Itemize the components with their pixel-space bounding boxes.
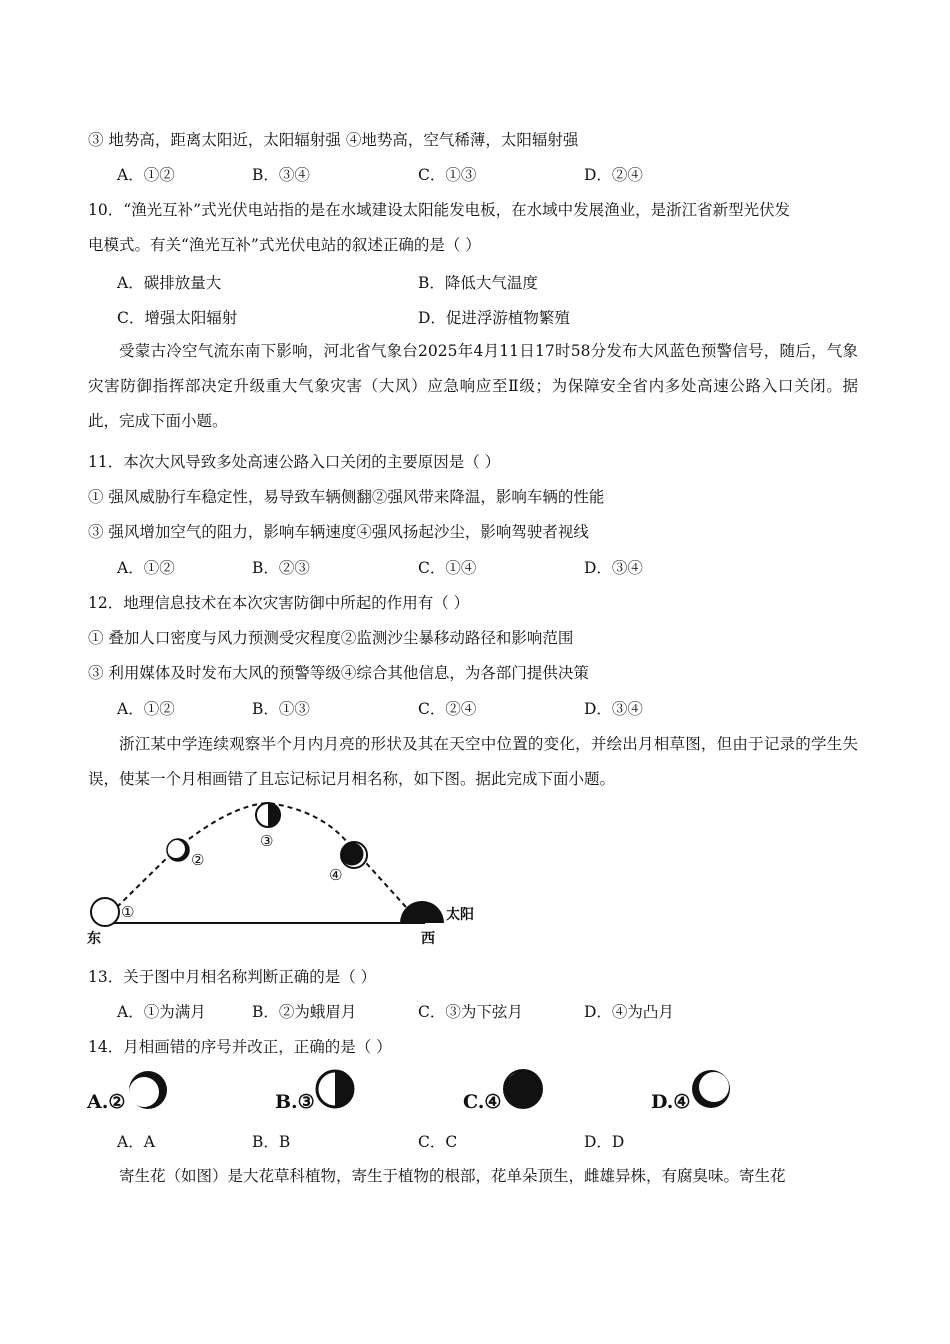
- q14-option-d[interactable]: D．D: [584, 1133, 625, 1151]
- q10-stem-line1: 10．“渔光互补”式光伏电站指的是在水域建设太阳能发电板，在水域中发展渔业，是浙江省新型光伏发: [88, 201, 791, 219]
- choice-a-moon-icon: [129, 1071, 167, 1109]
- q9-option-a[interactable]: A．①②: [117, 166, 175, 184]
- sun-label: 太阳: [446, 907, 474, 923]
- moon-label-2: ②: [191, 851, 205, 869]
- q12-option-b[interactable]: B．①③: [252, 700, 310, 718]
- q13-option-c[interactable]: C．③为下弦月: [418, 1003, 523, 1021]
- q11-option-b[interactable]: B．②③: [252, 559, 310, 577]
- q11-option-d[interactable]: D．③④: [584, 559, 643, 577]
- q12-option-d[interactable]: D．③④: [584, 700, 643, 718]
- choice-c-label: C.④: [463, 1091, 502, 1113]
- choice-b-moon-icon: [317, 1071, 353, 1107]
- q13-option-a[interactable]: A．①为满月: [117, 1003, 206, 1021]
- q10-option-d[interactable]: D．促进浮游植物繁殖: [418, 309, 570, 327]
- q12-statement-34: ③ 利用媒体及时发布大风的预警等级④综合其他信息，为各部门提供决策: [88, 664, 589, 682]
- q10-stem-line2: 电模式。有关“渔光互补”式光伏电站的叙述正确的是（ ）: [88, 236, 481, 254]
- east-label: 东: [87, 931, 101, 947]
- q9-statement-34: ③ 地势高，距离太阳近，太阳辐射强 ④地势高，空气稀薄，太阳辐射强: [88, 131, 579, 149]
- q9-option-c[interactable]: C．①③: [418, 166, 477, 184]
- choice-c-moon-icon: [504, 1070, 542, 1108]
- q12-stem: 12．地理信息技术在本次灾害防御中所起的作用有（ ）: [88, 594, 470, 612]
- q12-statement-12: ① 叠加人口密度与风力预测受灾程度②监测沙尘暴移动路径和影响范围: [88, 629, 574, 647]
- moon-4-icon: [341, 842, 368, 868]
- choice-b-label: B.③: [275, 1091, 315, 1113]
- choice-a-label: A.②: [87, 1091, 126, 1113]
- q10-option-b[interactable]: B．降低大气温度: [418, 274, 538, 292]
- q10-option-a[interactable]: A．碳排放量大: [117, 274, 222, 292]
- q13-stem: 13．关于图中月相名称判断正确的是（ ）: [88, 968, 377, 986]
- choice-d-moon-icon: [692, 1070, 730, 1108]
- q13-option-d[interactable]: D．④为凸月: [584, 1003, 674, 1021]
- q12-option-c[interactable]: C．②④: [418, 700, 477, 718]
- q14-option-c[interactable]: C．C: [418, 1133, 458, 1151]
- q9-option-b[interactable]: B．③④: [252, 166, 310, 184]
- moon-2-icon: [167, 839, 189, 861]
- q11-statement-34: ③ 强风增加空气的阻力，影响车辆速度④强风扬起沙尘，影响驾驶者视线: [88, 523, 589, 541]
- passage-flower: 寄生花（如图）是大花草科植物，寄生于植物的根部，花单朵顶生，雌雄异株，有腐臭味。寄生花: [119, 1167, 786, 1185]
- moon-label-4: ④: [329, 866, 343, 884]
- q11-option-c[interactable]: C．①④: [418, 559, 477, 577]
- moon-1-full-icon: [91, 898, 119, 926]
- q9-option-d[interactable]: D．②④: [584, 166, 643, 184]
- sun-icon: [400, 901, 444, 923]
- q12-option-a[interactable]: A．①②: [117, 700, 175, 718]
- passage-wind: 受蒙古冷空气流东南下影响，河北省气象台2025年4月11日17时58分发布大风蓝色预警信号，随后，气象灾害防御指挥部决定升级重大气象灾害（大风）应急响应至Ⅱ级；为保障安全省内多处高速公路入口关闭。据此，完成下面小题。: [88, 342, 858, 430]
- q10-option-c[interactable]: C．增强太阳辐射: [117, 309, 238, 327]
- moon-phase-figure: [80, 795, 500, 955]
- q13-option-b[interactable]: B．②为蛾眉月: [252, 1003, 357, 1021]
- q14-option-b[interactable]: B．B: [252, 1133, 291, 1151]
- q11-statement-12: ① 强风威胁行车稳定性，易导致车辆侧翻②强风带来降温，影响车辆的性能: [88, 488, 605, 506]
- west-label: 西: [421, 931, 435, 947]
- moon-label-1: ①: [121, 903, 135, 921]
- moon-3-half-icon: [256, 803, 280, 827]
- choice-d-label: D.④: [651, 1091, 691, 1113]
- q11-stem: 11．本次大风导致多处高速公路入口关闭的主要原因是（ ）: [88, 453, 501, 471]
- q11-option-a[interactable]: A．①②: [117, 559, 175, 577]
- q14-choice-figures: [85, 1065, 755, 1120]
- passage-moon: 浙江某中学连续观察半个月内月亮的形状及其在天空中位置的变化，并绘出月相草图，但由于记录的学生失误，使某一个月相画错了且忘记标记月相名称，如下图。据此完成下面小题。: [88, 735, 858, 788]
- moon-label-3: ③: [260, 832, 274, 850]
- q14-stem: 14．月相画错的序号并改正，正确的是（ ）: [88, 1038, 392, 1056]
- q14-option-a[interactable]: A．A: [117, 1133, 155, 1151]
